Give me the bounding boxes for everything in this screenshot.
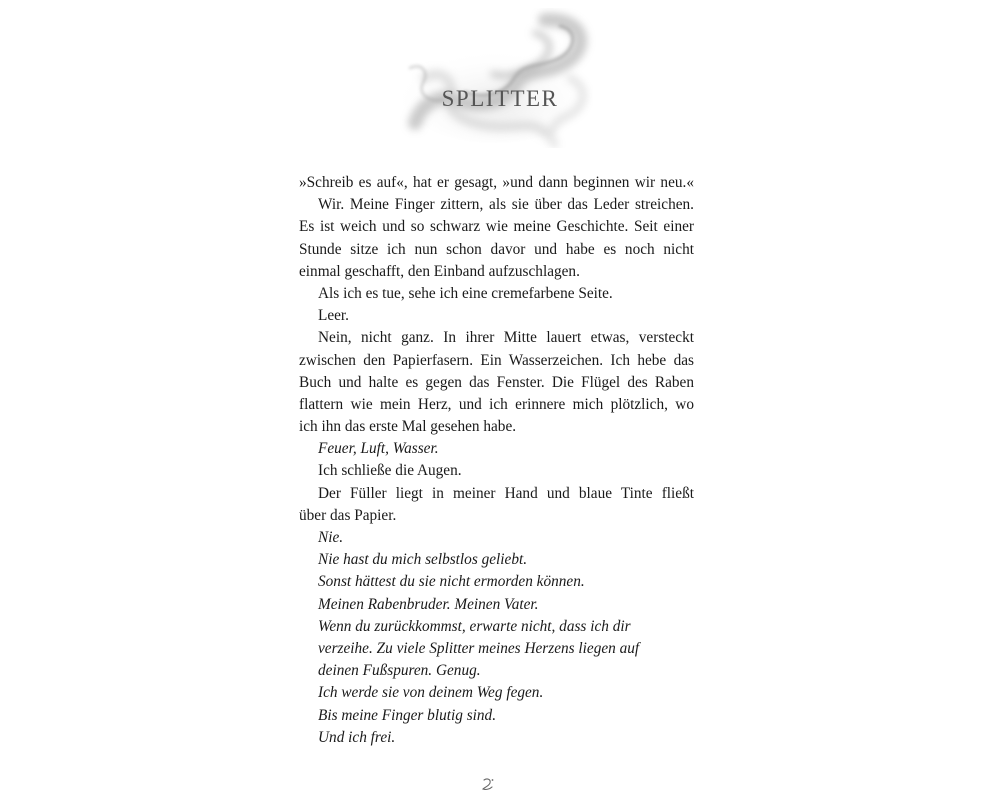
text-line: ich ihn das erste Mal gesehen habe.	[299, 418, 517, 436]
text-line: Es ist weich und so schwarz wie meine Geschichte. Seit einer	[299, 218, 694, 236]
text-line: deinen Fußspuren. Genug.	[318, 662, 481, 680]
text-line: einmal geschafft, den Einband aufzuschlagen.	[299, 262, 580, 280]
text-line: Meinen Rabenbruder. Meinen Vater.	[318, 595, 539, 613]
text-line: Ich schließe die Augen.	[318, 462, 462, 480]
text-line: Nie.	[318, 529, 344, 546]
chapter-text	[299, 172, 694, 749]
text-line: über das Papier.	[299, 506, 397, 524]
text-line: »Schreib es auf«, hat er gesagt, »und dann beginnen wir neu.«	[299, 174, 694, 191]
text-line: Und ich frei.	[318, 728, 396, 746]
text-line: Nein, nicht ganz. In ihrer Mitte lauert etwas, versteckt	[318, 329, 694, 347]
page-ornament-icon	[478, 775, 498, 793]
text-line: Buch und halte es gegen das Fenster. Die Flügel des Raben	[299, 373, 694, 391]
text-line: Wenn du zurückkommst, erwarte nicht, dass ich dir	[318, 617, 631, 635]
text-line: Leer.	[318, 307, 349, 325]
text-line: flattern wie mein Herz, und ich erinnere mich plötzlich, wo	[299, 395, 694, 413]
chapter-title: SPLITTER	[441, 86, 559, 111]
text-line: Wir. Meine Finger zittern, als sie über das Leder streichen.	[318, 196, 694, 214]
text-line: Der Füller liegt in meiner Hand und blaue Tinte fließt	[318, 484, 694, 502]
text-line: Feuer, Luft, Wasser.	[318, 440, 439, 458]
text-line: verzeihe. Zu viele Splitter meines Herzens liegen auf	[318, 639, 640, 657]
text-line: Nie hast du mich selbstlos geliebt.	[318, 551, 528, 569]
text-line: Als ich es tue, sehe ich eine cremefarbene Seite.	[318, 284, 613, 302]
text-line: Stunde sitze ich nun schon davor und habe es noch nicht	[299, 240, 694, 258]
text-line: Bis meine Finger blutig sind.	[318, 706, 497, 724]
text-line: zwischen den Papierfasern. Ein Wasserzeichen. Ich hebe das	[299, 351, 694, 369]
smoke-ornament-icon	[395, 8, 605, 148]
text-line: Sonst hättest du sie nicht ermorden können.	[318, 573, 585, 591]
text-line: Ich werde sie von deinem Weg fegen.	[318, 684, 544, 702]
